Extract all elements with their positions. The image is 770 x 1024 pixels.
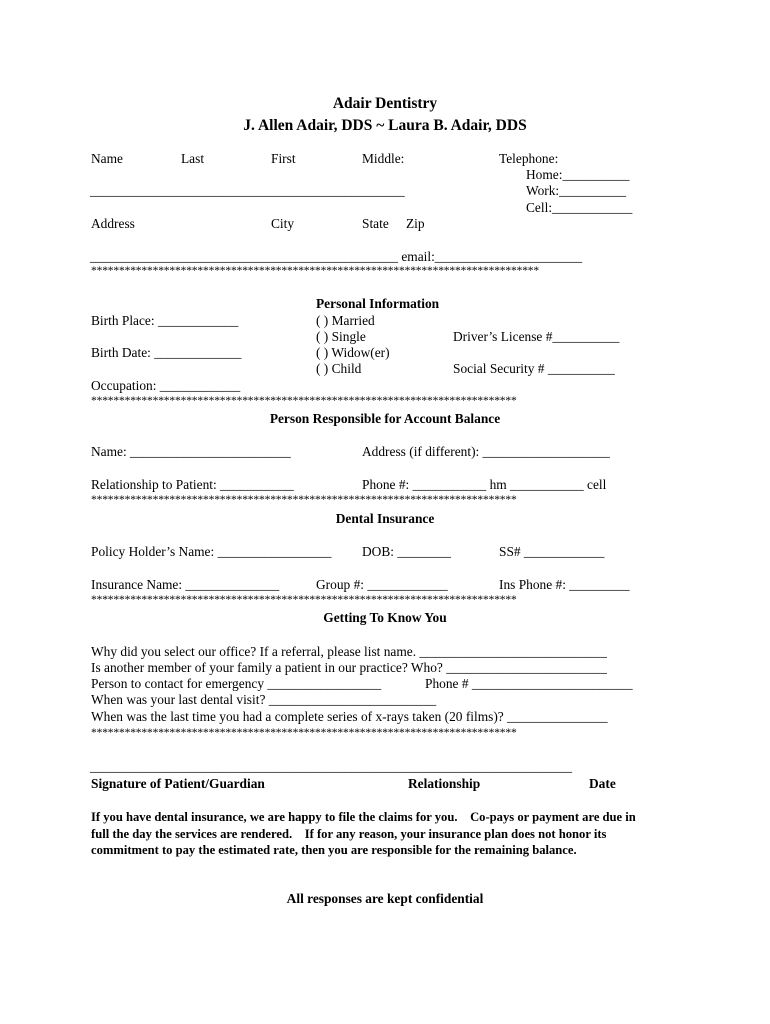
single-option[interactable]: ( ) Single [316,329,366,344]
confidential-note: All responses are kept confidential [286,891,484,906]
doctor-names: J. Allen Adair, DDS ~ Laura B. Adair, DDS [243,117,527,134]
telephone-label: Telephone: [499,151,559,166]
married-option[interactable]: ( ) Married [316,313,375,328]
city-label: City [271,216,295,231]
responsible-name-field[interactable]: Name: ________________________ [91,444,291,459]
state-label: State [362,216,389,231]
notice-line-1: If you have dental insurance, we are happy to file the claims for you. Co-pays or payment are due in [91,810,636,824]
policy-holder-field[interactable]: Policy Holder’s Name: _________________ [91,544,332,559]
date-label: Date [589,776,616,791]
group-field[interactable]: Group #: ____________ [316,577,448,592]
zip-label: Zip [406,216,425,231]
ss-field[interactable]: SS# ____________ [499,544,605,559]
name-label: Name [91,151,123,166]
work-phone-field[interactable]: Work:__________ [526,183,627,198]
family-member-question[interactable]: Is another member of your family a patient in our practice? Who? ________________________ [91,660,607,675]
home-phone-field[interactable]: Home:__________ [526,167,630,182]
social-security-field[interactable]: Social Security # __________ [453,361,615,376]
address-label: Address [91,216,135,231]
emergency-contact-field[interactable]: Person to contact for emergency _________________ [91,676,382,691]
separator: ******************************************************************************** [91,265,540,277]
responsible-address-field[interactable]: Address (if different): ___________________ [362,444,610,459]
notice-line-2: full the day the services are rendered. If for any reason, your insurance plan does not honor its [91,827,607,841]
getting-to-know-heading: Getting To Know You [323,610,447,625]
occupation-field[interactable]: Occupation: ____________ [91,378,241,393]
cell-phone-field[interactable]: Cell:____________ [526,200,633,215]
widow-option[interactable]: ( ) Widow(er) [316,345,390,360]
drivers-license-field[interactable]: Driver’s License #__________ [453,329,620,344]
birth-date-field[interactable]: Birth Date: _____________ [91,345,242,360]
practice-title: Adair Dentistry [332,95,438,112]
insurance-name-field[interactable]: Insurance Name: ______________ [91,577,280,592]
separator: **************************************************************************** [91,594,517,606]
separator: **************************************************************************** [91,395,517,407]
dob-field[interactable]: DOB: ________ [362,544,451,559]
address-email-line[interactable]: ______________________________________________ email:______________________ [90,249,583,264]
separator: **************************************************************************** [91,494,517,506]
relationship-label: Relationship [408,776,481,791]
responsible-heading: Person Responsible for Account Balance [269,411,501,426]
signature-line[interactable]: ________________________________________________________________________ [90,759,573,774]
responsible-phone-field[interactable]: Phone #: ___________ hm ___________ cell [362,477,607,492]
ins-phone-field[interactable]: Ins Phone #: _________ [499,577,630,592]
signature-label: Signature of Patient/Guardian [91,776,265,791]
child-option[interactable]: ( ) Child [316,361,362,376]
first-label: First [271,151,296,166]
name-line[interactable]: _______________________________________________ [90,183,405,198]
emergency-phone-field[interactable]: Phone # ________________________ [425,676,633,691]
last-visit-question[interactable]: When was your last dental visit? _________________________ [91,692,437,707]
last-label: Last [181,151,205,166]
notice-line-3: commitment to pay the estimated rate, then you are responsible for the remaining balance. [91,843,577,857]
xray-question[interactable]: When was the last time you had a complete series of x-rays taken (20 films)? _______________ [91,709,608,724]
separator: **************************************************************************** [91,727,517,739]
middle-label: Middle: [362,151,405,166]
relationship-field[interactable]: Relationship to Patient: ___________ [91,477,294,492]
insurance-heading: Dental Insurance [335,511,435,526]
referral-question[interactable]: Why did you select our office? If a referral, please list name. ____________________________ [91,644,607,659]
personal-info-heading: Personal Information [316,296,440,311]
birth-place-field[interactable]: Birth Place: ____________ [91,313,239,328]
